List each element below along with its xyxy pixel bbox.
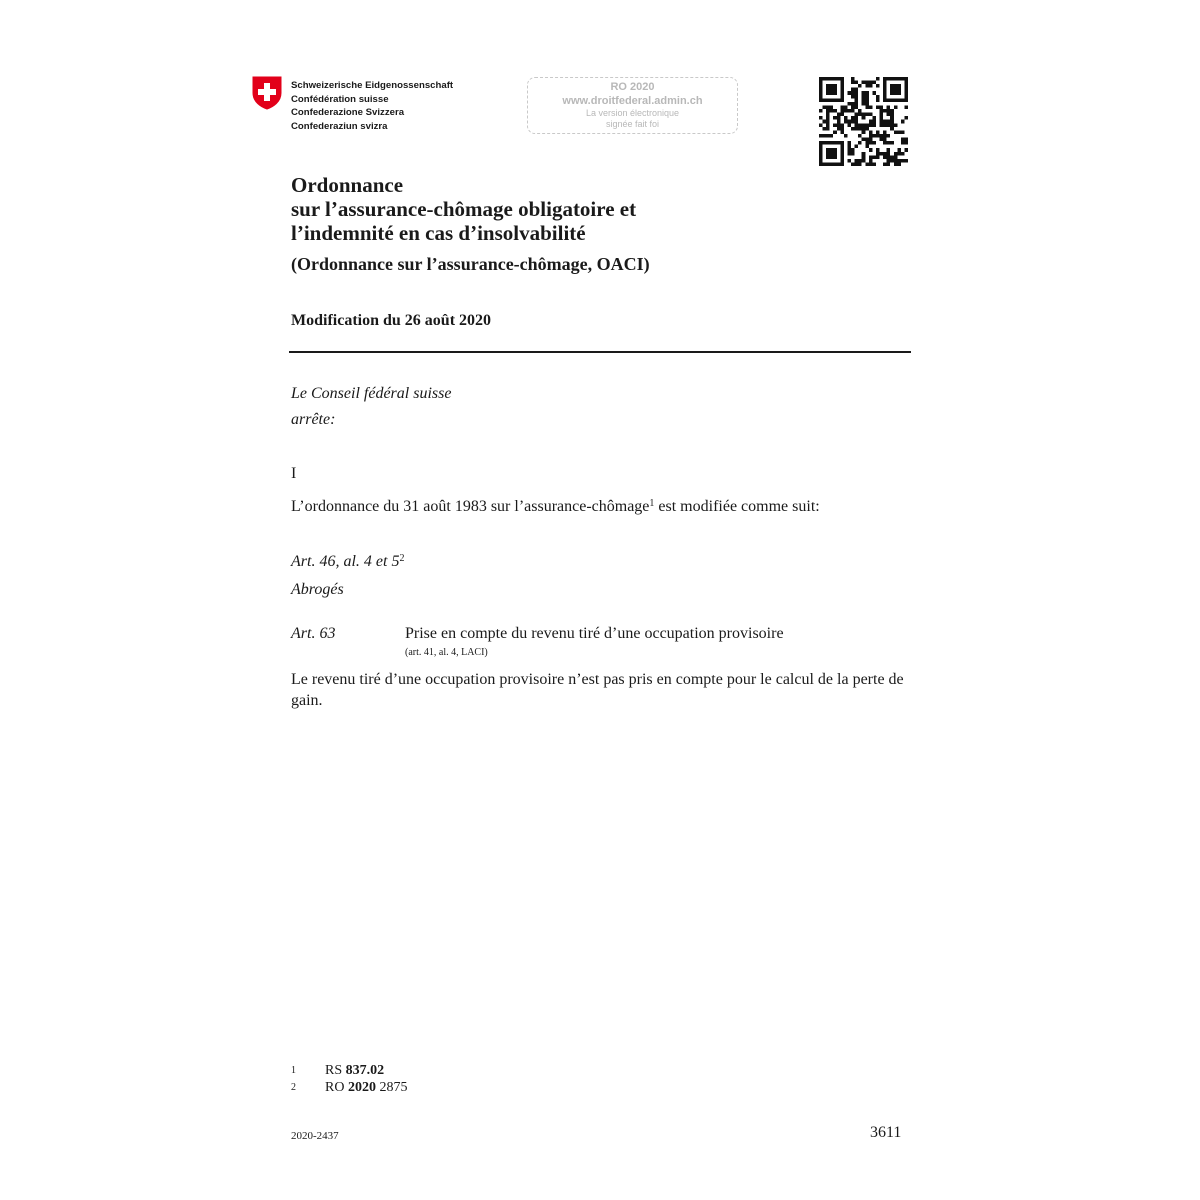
federation-name-it: Confederazione Svizzera — [291, 107, 405, 118]
qr-code-icon — [819, 77, 908, 166]
article-63-label: Art. 63 — [291, 625, 336, 642]
article-63-text: Le revenu tiré d’une occupation provisoire n’est pas pris en compte pour le calcul de la perte de gain. — [291, 671, 904, 709]
footnote-2-suffix: 2875 — [375, 1080, 408, 1095]
footnote-1-prefix: RS — [325, 1063, 346, 1078]
article-63-reference: (art. 41, al. 4, LACI) — [405, 647, 488, 658]
signature-stamp — [527, 77, 738, 134]
article-46 — [291, 548, 404, 604]
modification-date: Modification du 26 août 2020 — [291, 312, 492, 329]
amendment-text-end: est modifiée comme suit: — [654, 498, 820, 515]
footnote-ref-2: 2 — [399, 553, 405, 564]
article-46-label: Art. 46, al. 4 et 5 — [291, 553, 400, 570]
preamble — [291, 381, 451, 433]
short-title: (Ordonnance sur l’assurance-chômage, OACI) — [291, 254, 650, 274]
title-rule — [289, 351, 911, 353]
article-46-text: Abrogés — [291, 581, 344, 598]
footnote-2-number: 2 — [291, 1082, 296, 1093]
stamp-note-2: signée fait foi — [605, 119, 660, 129]
preamble-line-2: arrête: — [291, 411, 336, 428]
stamp-ro: RO 2020 — [610, 81, 655, 93]
federation-name-block — [291, 79, 453, 133]
footnote-2 — [291, 1080, 407, 1096]
footnote-1 — [291, 1063, 384, 1079]
section-numeral: I — [291, 465, 297, 482]
amendment-text: L’ordonnance du 31 août 1983 sur l’assurance-chômage — [291, 498, 650, 515]
page-number: 3611 — [870, 1124, 902, 1141]
title-line-1: Ordonnance — [291, 173, 404, 197]
footnote-1-bold: 837.02 — [345, 1063, 385, 1078]
swiss-coat-of-arms-icon — [252, 76, 282, 110]
document-id: 2020-2437 — [291, 1130, 339, 1142]
footnote-1-number: 1 — [291, 1065, 296, 1076]
article-63-title: Prise en compte du revenu tiré d’une occupation provisoire — [405, 625, 784, 642]
federation-name-de: Schweizerische Eidgenossenschaft — [291, 80, 454, 91]
preamble-line-1: Le Conseil fédéral suisse — [291, 385, 452, 402]
federation-name-fr: Confédération suisse — [291, 93, 389, 105]
stamp-url: www.droitfederal.admin.ch — [562, 95, 703, 107]
footnote-ref-1: 1 — [649, 498, 655, 509]
title-line-2: sur l’assurance-chômage obligatoire et — [291, 197, 637, 221]
footnote-2-bold: 2020 — [347, 1080, 376, 1095]
amendment-sentence — [291, 498, 820, 516]
footnote-2-prefix: RO — [325, 1080, 348, 1095]
title-line-3: l’indemnité en cas d’insolvabilité — [291, 221, 586, 245]
federation-name-rm: Confederaziun svizra — [291, 120, 388, 132]
stamp-note-1: La version électronique — [585, 108, 680, 118]
document-title — [291, 173, 636, 245]
